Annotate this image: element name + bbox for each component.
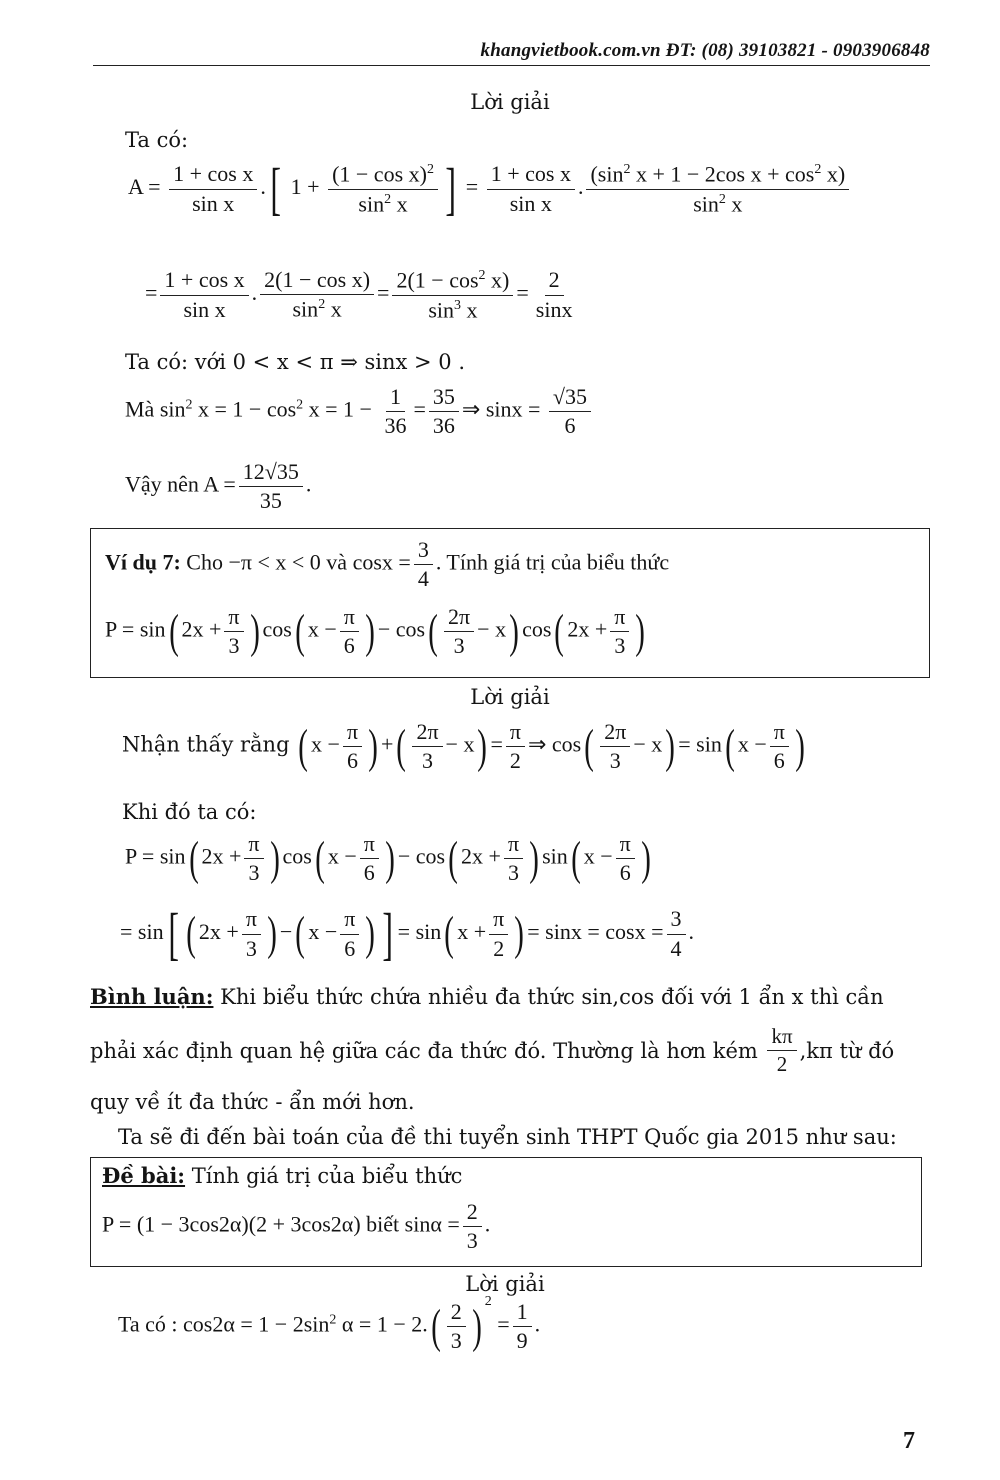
commentary-line3: quy về ít đa thức - ẩn mới hơn. <box>90 1090 415 1114</box>
then-line: Khi đó ta có: <box>122 800 257 824</box>
fraction: $\frac{k\pi}{2}$ <box>767 1025 796 1076</box>
page-number: 7 <box>903 1428 915 1454</box>
fraction: $\frac{√35}{6}$ <box>549 385 591 438</box>
solution-intro: Ta có: <box>125 128 189 152</box>
solution-title: Lời giải <box>465 1272 545 1296</box>
result-a: Vậy nên A = $\frac{12√35}{35}$ . <box>125 459 312 514</box>
equation-a-line1: A = $\frac{\text{1 + cos x}}{\text{sin x}}$ .[ 1 + $\frac{(1 - \cos x)^2}{\sin^2 x}$ ] = $\frac{\text{1 + cos x}}{\text{sin x}}$ . $\frac{(\sin^2 x + 1 - 2\cos x + \cos^2 x)}{\sin^2 x}$ <box>128 160 852 218</box>
fraction: $\frac{1}{36}$ <box>384 384 407 439</box>
commentary-line1: Bình luận: Khi biểu thức chứa nhiều đa thức sin,cos đối với 1 ẩn x thì cần <box>90 984 884 1009</box>
p-line2: = sin[ ( 2x + $\frac{\pi}{3}$ ) −( x − $\frac{\pi}{6}$ ) ] = sin( x + $\frac{\pi}{2}$ ) = sinx = cosx = $\frac{3}{4}$ . <box>120 901 694 966</box>
fraction: $\frac{\text{2(1 − cos x)}}{\sin^2 x}$ <box>260 268 374 322</box>
problem-label: Đề bài: <box>102 1163 186 1188</box>
example-label: Ví dụ 7: <box>105 549 181 575</box>
fraction: $\frac{2(1 - \cos^2 x)}{\sin^3 x}$ <box>392 268 513 322</box>
page-header: khangvietbook.com.vn ĐT: (08) 39103821 - 0903906848 <box>480 40 930 61</box>
example-statement: Ví dụ 7: Cho −π < x < 0 và cosx = $\frac{3}{4}$ . Tính giá trị của biểu thức <box>105 537 670 592</box>
transition-line: Ta sẽ đi đến bài toán của đề thi tuyển sinh THPT Quốc gia 2015 như sau: <box>118 1125 897 1149</box>
equation-a-line2: = $\frac{\text{1 + cos x}}{\text{sin x}}$ . $\frac{\text{2(1 − cos x)}}{\sin^2 x}$ = $\frac{2(1 - \cos^2 x)}{\sin^3 x}$ = $\frac{2}{\sin x}$ <box>145 268 579 322</box>
condition-line: Ta có: với 0 < x < π ⇒ sinx > 0 . <box>125 350 465 374</box>
p-line1: P = sin( 2x + $\frac{\pi}{3}$ ) cos( x − $\frac{\pi}{6}$ ) − cos( 2x + $\frac{\pi}{3}$ ) sin( x − $\frac{\pi}{6}$ ) <box>125 831 651 886</box>
example-expression: P = sin( 2x + $\frac{\pi}{3}$ ) cos( x − $\frac{\pi}{6}$ ) − cos( $\frac{2\pi}{3}$ − x) cos( 2x + $\frac{\pi}{3}$ ) <box>105 604 646 659</box>
fraction: $\frac{\text{1 + cos x}}{\text{sin x}}$ <box>160 268 248 321</box>
problem-expression: P = (1 − 3cos2α)(2 + 3cos2α) biết sinα = $\frac{2}{3}$ . <box>102 1199 491 1254</box>
bracket-open: [ <box>270 156 281 221</box>
fraction: $\frac{(\sin^2 x + 1 - 2\cos x + \cos^2 x)}{\sin^2 x}$ <box>586 162 849 216</box>
cos2a-computation: Ta có : $\cos 2\alpha = 1 - 2\sin^2$ α = 1 − 2.( $\frac{2}{3}$ ) $^2$ = $\frac{1}{9}$ . <box>118 1294 541 1354</box>
solution-title: Lời giải <box>470 90 550 114</box>
problem-title: Đề bài: Tính giá trị của biểu thức <box>102 1163 463 1188</box>
commentary-label: Bình luận: <box>90 984 214 1009</box>
fraction: $\frac{\text{1 + cos x}}{\text{sin x}}$ <box>487 162 575 215</box>
commentary-line2: phải xác định quan hệ giữa các đa thức đó. Thường là hơn kém $\frac{k\pi}{2}$ ,kπ từ đó <box>90 1024 895 1077</box>
solution-title: Lời giải <box>470 685 550 709</box>
fraction: $\frac{\text{1 + cos x}}{\text{sin x}}$ <box>169 162 257 215</box>
bracket-close: ] <box>445 156 456 221</box>
notice-line: Nhận thấy rằng ( x − $\frac{\pi}{6}$ ) +( $\frac{2\pi}{3}$ − x) = $\frac{\pi}{2}$ ⇒ cos( $\frac{2\pi}{3}$ − x) = sin( x − $\frac{\pi}{6}$ ) <box>122 719 805 774</box>
fraction: $\frac{12√35}{35}$ <box>239 460 303 513</box>
sin-computation: Mà $\sin^2 x = 1 - \cos^2 x = 1$ − $\frac{1}{36}$ = $\frac{35}{36}$ ⇒ sinx = $\frac{√35}{6}$ <box>125 385 594 438</box>
fraction: $\frac{35}{36}$ <box>429 385 459 438</box>
header-rule <box>93 65 930 66</box>
fraction: $\frac{(1 - \cos x)^2}{\sin^2 x}$ <box>328 162 438 216</box>
lhs: A = <box>128 174 161 200</box>
fraction: $\frac{3}{4}$ <box>414 538 433 591</box>
fraction: $\frac{2}{\sin x}$ <box>535 267 573 322</box>
